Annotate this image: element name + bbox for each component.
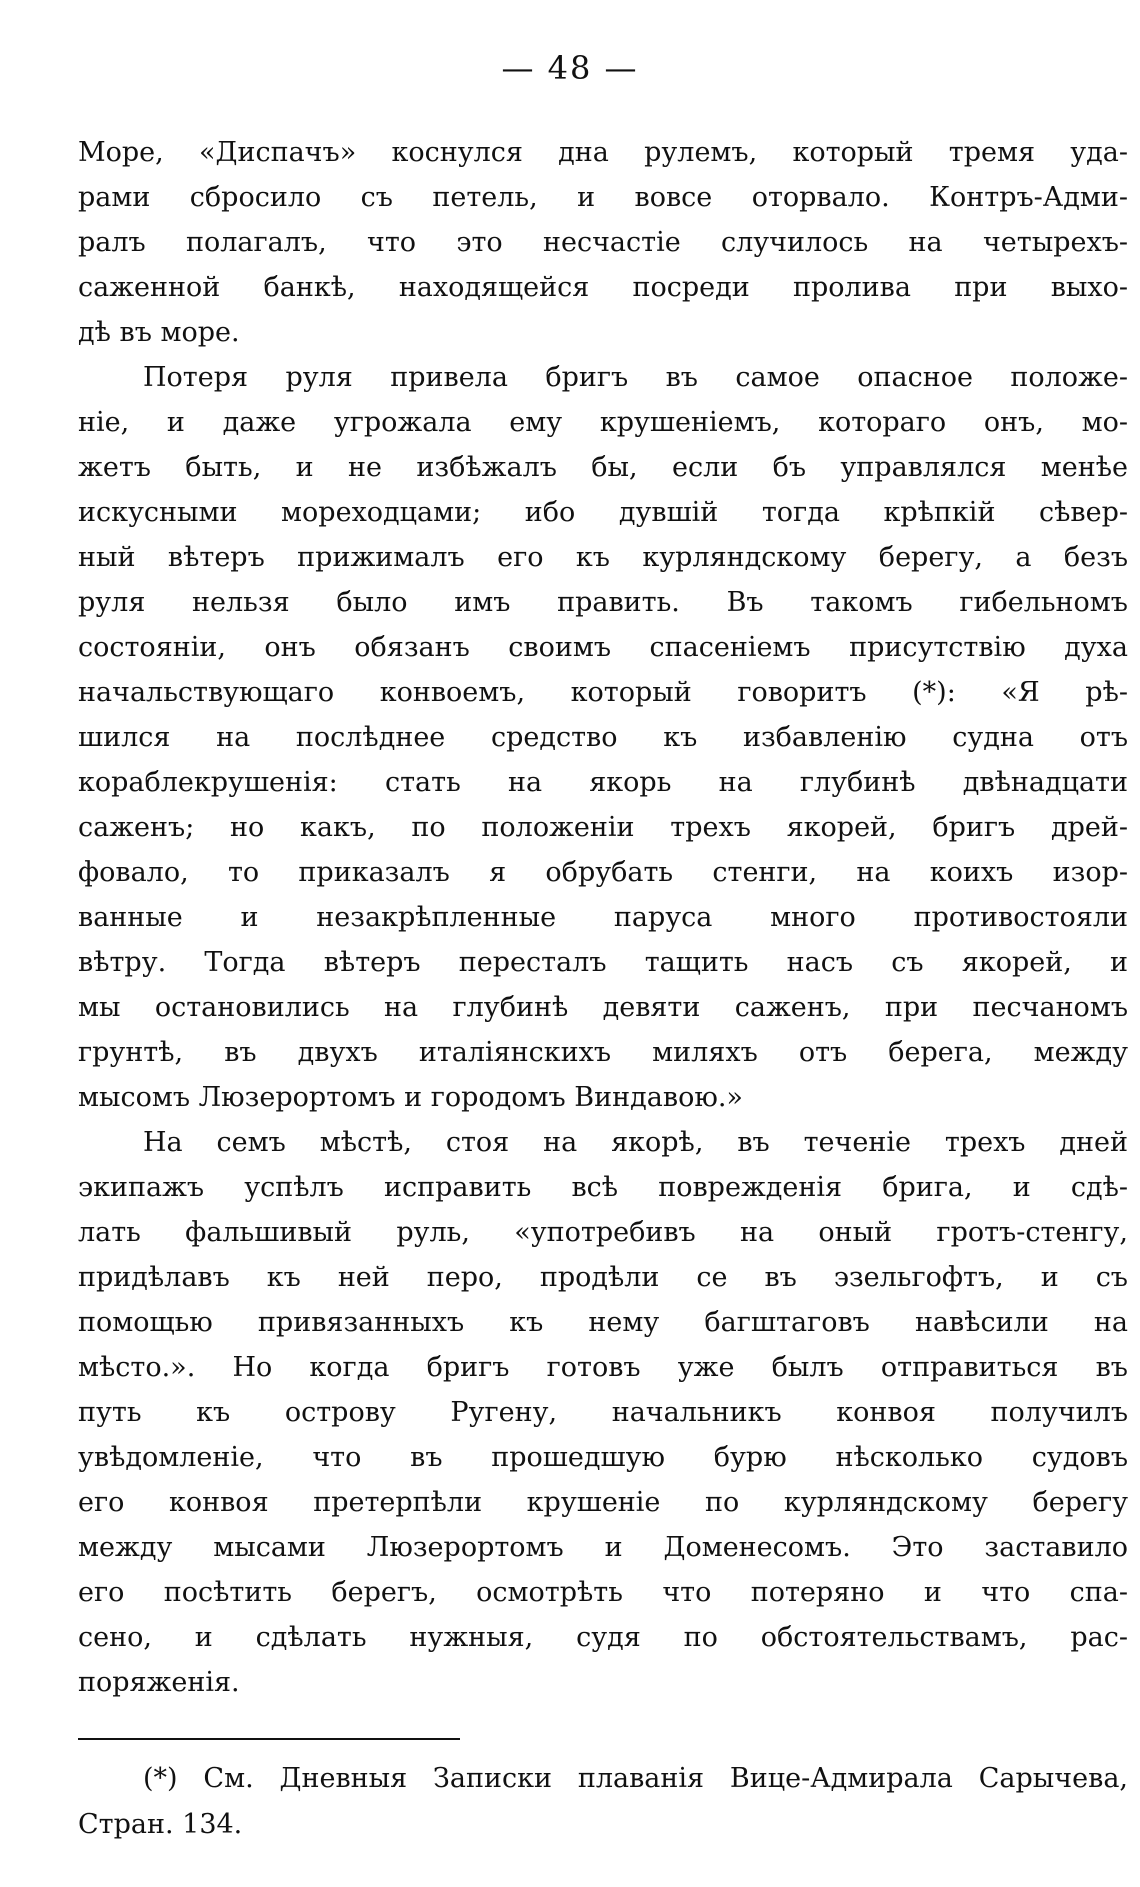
text-line: руля нельзя было имъ править. Въ такомъ гибельномъ xyxy=(78,587,1128,618)
text-line: На семъ мѣстѣ, стоя на якорѣ, въ теченіе трехъ дней xyxy=(143,1127,1128,1158)
text-line: его конвоя претерпѣли крушеніе по курляндскому берегу xyxy=(78,1487,1128,1518)
paragraph-1 xyxy=(78,130,1128,355)
text-line: грунтѣ, въ двухъ италіянскихъ миляхъ отъ берега, между xyxy=(78,1037,1128,1068)
paragraph-3 xyxy=(78,1120,1128,1705)
text-line: ванные и незакрѣпленные паруса много противостояли xyxy=(78,902,1128,933)
text-line: дѣ въ море. xyxy=(78,317,240,348)
body-text xyxy=(78,130,1128,1705)
text-line: экипажъ успѣлъ исправить всѣ поврежденія брига, и сдѣ- xyxy=(78,1172,1128,1203)
text-line: ралъ полагалъ, что это несчастіе случилось на четырехъ- xyxy=(78,227,1128,258)
text-line: между мысами Люзерортомъ и Доменесомъ. Это заставило xyxy=(78,1532,1128,1563)
text-line: Море, «Диспачъ» коснулся дна рулемъ, который тремя уда- xyxy=(78,137,1128,168)
text-line: искусными мореходцами; ибо дувшій тогда крѣпкій сѣвер- xyxy=(78,497,1128,528)
text-line: рами сбросило съ петель, и вовсе оторвало. Контръ-Адми- xyxy=(78,182,1128,213)
text-line: сено, и сдѣлать нужныя, судя по обстоятельствамъ, рас- xyxy=(78,1622,1128,1653)
text-line: мысомъ Люзерортомъ и городомъ Виндавою.» xyxy=(78,1082,743,1113)
text-line: состояніи, онъ обязанъ своимъ спасеніемъ присутствію духа xyxy=(78,632,1128,663)
text-line: мѣсто.». Но когда бригъ готовъ уже былъ отправиться въ xyxy=(78,1352,1128,1383)
text-line: фовало, то приказалъ я обрубать стенги, на коихъ изор- xyxy=(78,857,1128,888)
text-line: кораблекрушенія: стать на якорь на глубинѣ двѣнадцати xyxy=(78,767,1128,798)
text-line: его посѣтить берегъ, осмотрѣть что потеряно и что спа- xyxy=(78,1577,1128,1608)
text-line: увѣдомленіе, что въ прошедшую бурю нѣсколько судовъ xyxy=(78,1442,1128,1473)
text-line: саженной банкѣ, находящейся посреди пролива при выхо- xyxy=(78,272,1128,303)
text-line: помощью привязанныхъ къ нему багштаговъ навѣсили на xyxy=(78,1307,1128,1338)
paragraph-2 xyxy=(78,355,1128,1120)
text-line: жетъ быть, и не избѣжалъ бы, если бъ управлялся менѣе xyxy=(78,452,1128,483)
text-line: путь къ острову Ругену, начальникъ конвоя получилъ xyxy=(78,1397,1128,1428)
text-line: ніе, и даже угрожала ему крушеніемъ, котораго онъ, мо- xyxy=(78,407,1128,438)
text-line: мы остановились на глубинѣ девяти саженъ, при песчаномъ xyxy=(78,992,1128,1023)
text-line: придѣлавъ къ ней перо, продѣли се въ эзельгофтъ, и съ xyxy=(78,1262,1128,1293)
text-line: шился на послѣднее средство къ избавленію судна отъ xyxy=(78,722,1128,753)
footnote-line: Стран. 134. xyxy=(78,1809,243,1840)
footnote-divider xyxy=(78,1738,460,1740)
footnote-line: (*) См. Дневныя Записки плаванія Вице-Адмирала Сарычева, xyxy=(143,1763,1128,1794)
text-line: ный вѣтеръ прижималъ его къ курляндскому берегу, а безъ xyxy=(78,542,1128,573)
text-line: лать фальшивый руль, «употребивъ на оный гротъ-стенгу, xyxy=(78,1217,1128,1248)
text-line: начальствующаго конвоемъ, который говоритъ (*): «Я рѣ- xyxy=(78,677,1128,708)
page-number: — 48 — xyxy=(501,49,639,87)
text-line: саженъ; но какъ, по положеніи трехъ якорей, бригъ дрей- xyxy=(78,812,1128,843)
text-line: вѣтру. Тогда вѣтеръ пересталъ тащить насъ съ якорей, и xyxy=(78,947,1128,978)
footnote xyxy=(78,1756,1128,1848)
text-line: Потеря руля привела бригъ въ самое опасное положе- xyxy=(143,362,1128,393)
text-line: поряженія. xyxy=(78,1667,240,1698)
